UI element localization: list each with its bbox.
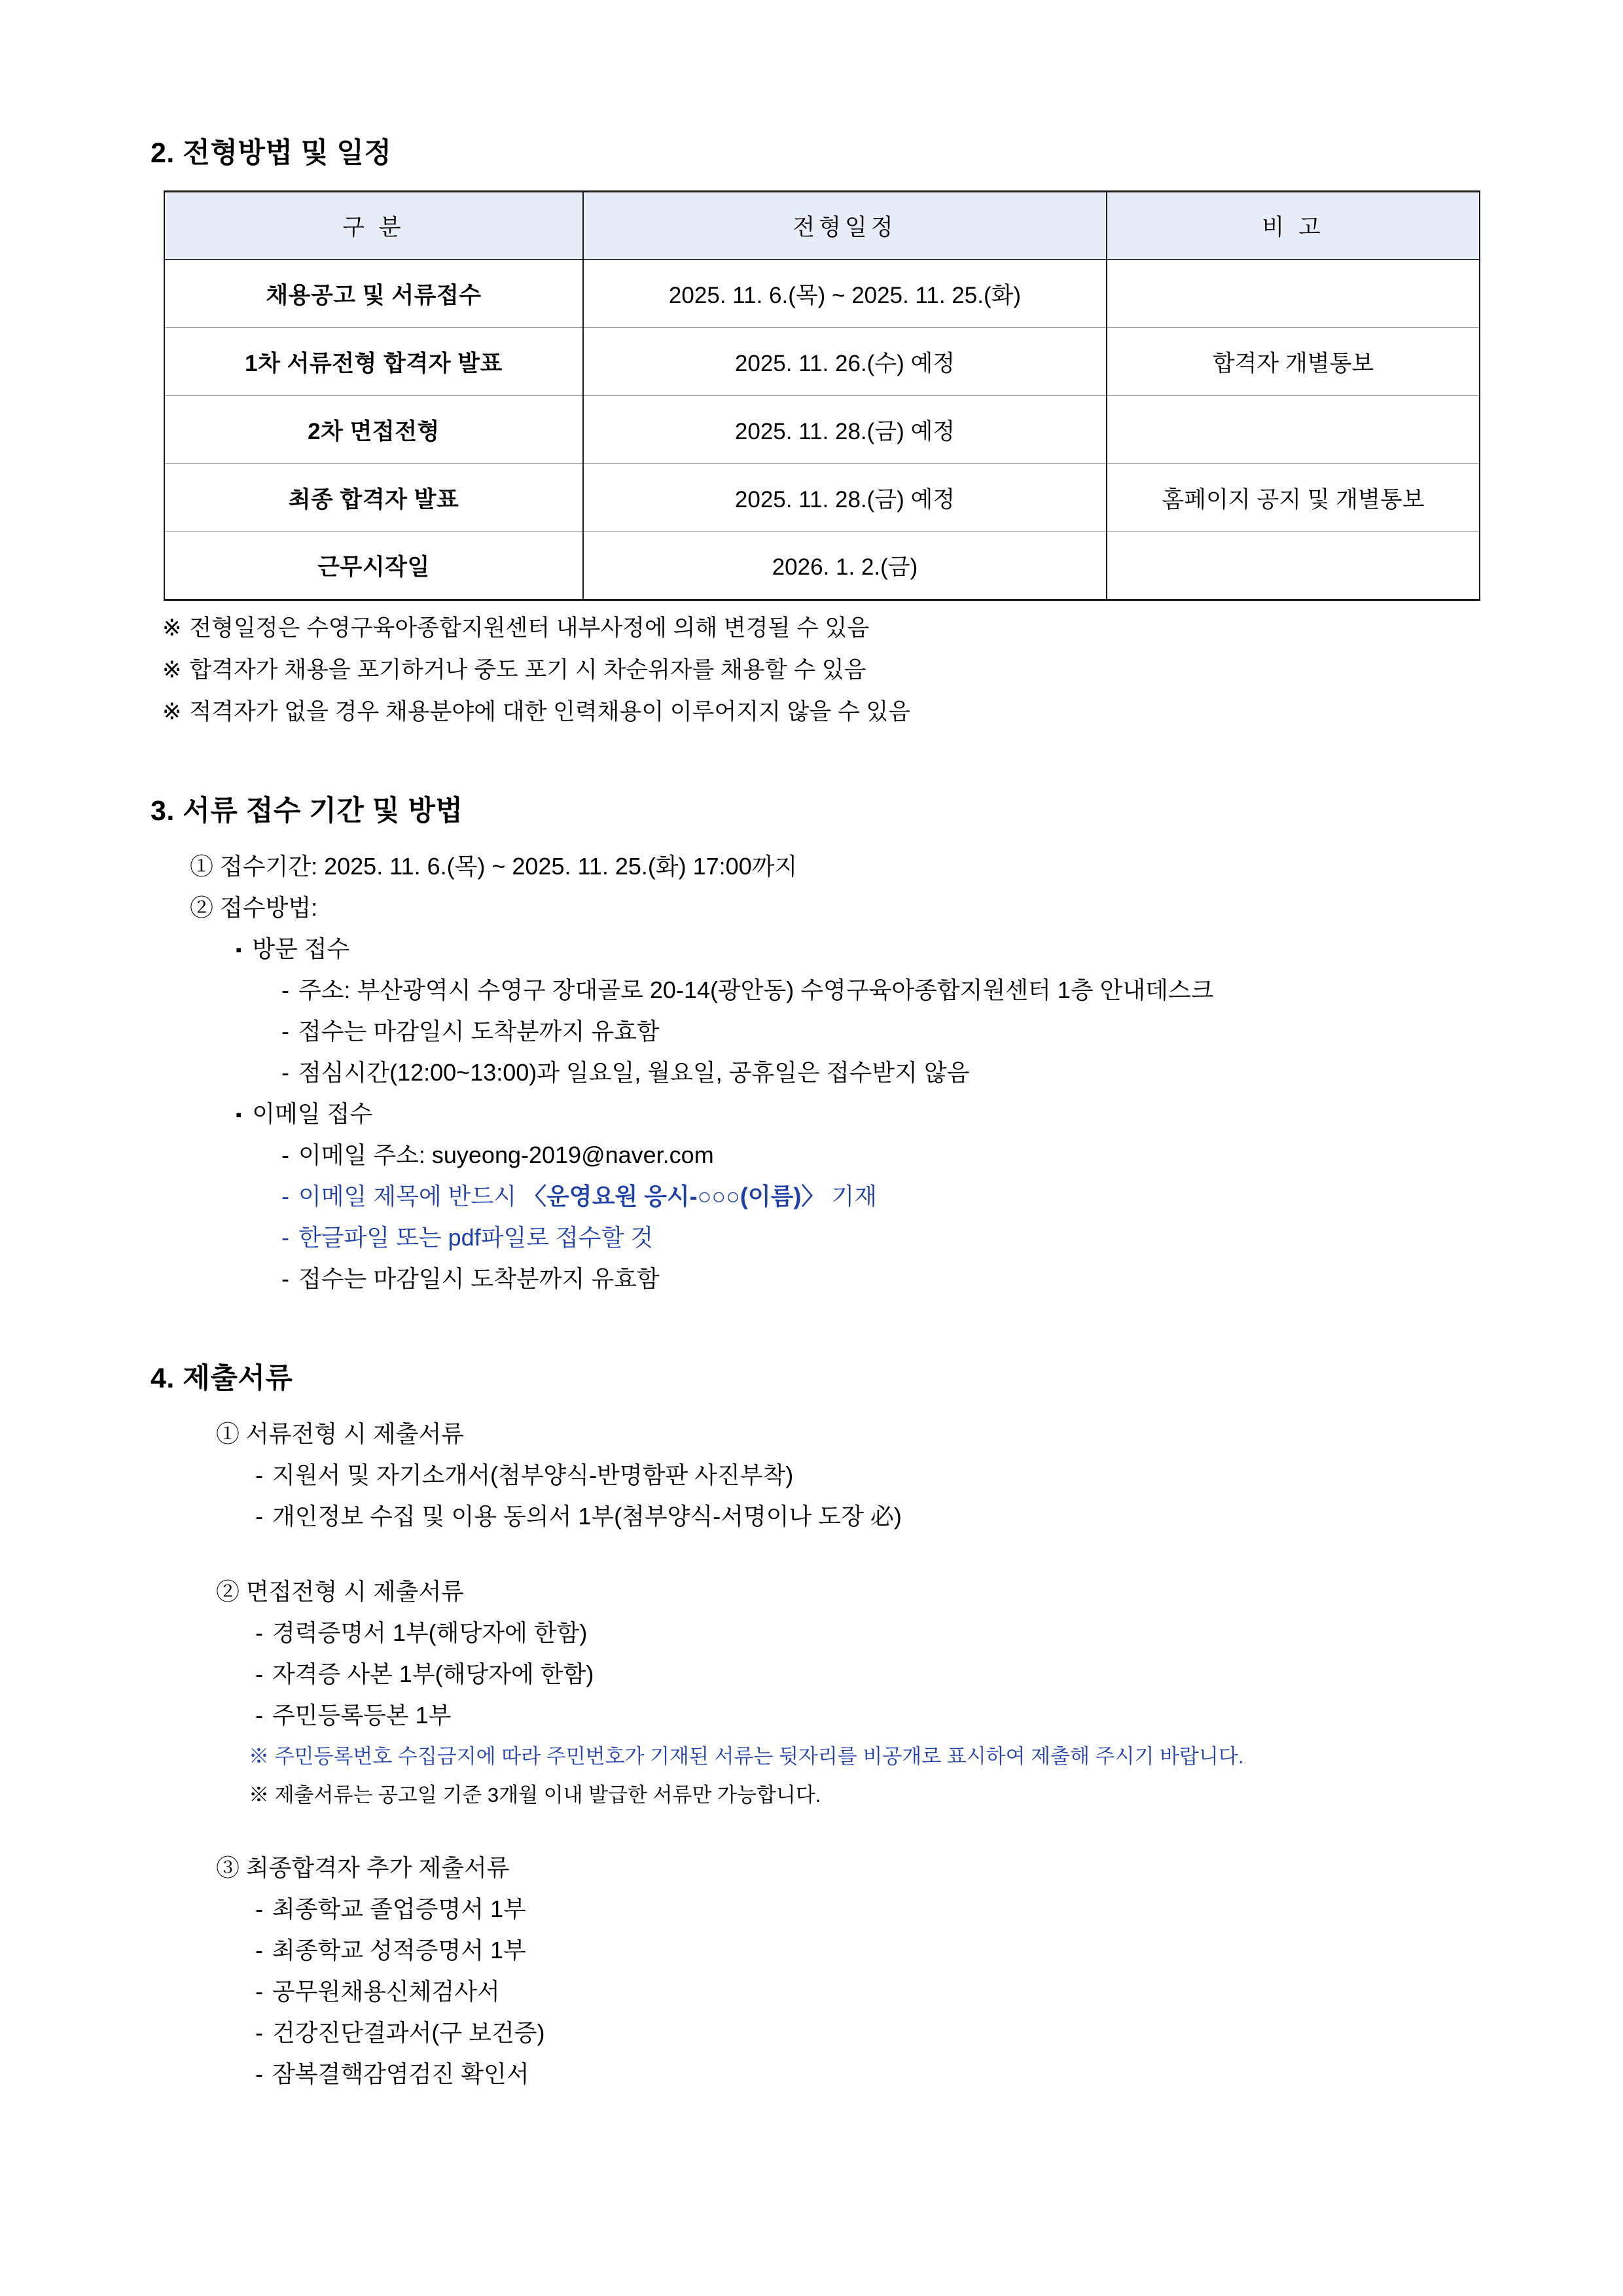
- documents-group-1-item: [255, 1457, 1472, 1490]
- documents-group-1-item: [255, 1498, 1472, 1532]
- documents-group-3-item: [255, 2015, 1472, 2048]
- note-mark-icon: ※: [162, 615, 182, 641]
- schedule-table: [164, 190, 1480, 601]
- documents-group-2-note-1: ※ 주민등록번호 수집금지에 따라 주민번호가 기재된 서류는 뒷자리를 비공개로 표시하여 제출해 주시기 바랍니다.: [249, 1745, 1244, 1768]
- documents-group-2-note-2: ※ 제출서류는 공고일 기준 3개월 이내 발급한 서류만 가능합니다.: [249, 1784, 821, 1806]
- documents-group-2-item-text: 경력증명서 1부(해당자에 한함): [272, 1619, 588, 1646]
- table-row: [164, 328, 1480, 396]
- dash-icon: -: [255, 1660, 263, 1687]
- visit-detail-text: 접수는 마감일시 도착분까지 유효함: [298, 1018, 660, 1045]
- documents-group-1-title: ① 서류전형 시 제출서류: [216, 1420, 464, 1447]
- note-mark-icon: ※: [162, 699, 182, 725]
- email-subject-format: 〈운영요원 응시-○○○(이름)〉: [523, 1183, 825, 1210]
- email-address-line: [281, 1137, 1472, 1170]
- visit-detail-line: [281, 972, 1472, 1005]
- note-mark-icon: ※: [162, 657, 182, 683]
- documents-group-3-item-text: 최종학교 성적증명서 1부: [272, 1937, 526, 1964]
- section-2-note: [162, 694, 1472, 726]
- documents-group-2-title: ② 면접전형 시 제출서류: [216, 1578, 464, 1605]
- table-cell-schedule: 2025. 11. 28.(금) 예정: [583, 464, 1107, 532]
- receipt-period-line: ① 접수기간: 2025. 11. 6.(목) ~ 2025. 11. 25.(화) 17:00까지: [190, 853, 798, 880]
- dash-icon: -: [281, 1059, 289, 1086]
- table-row: [164, 532, 1480, 600]
- table-cell-remark: [1107, 532, 1480, 600]
- table-cell-label: 최종 합격자 발표: [164, 464, 583, 532]
- table-cell-label: 근무시작일: [164, 532, 583, 600]
- dash-icon: -: [255, 2019, 263, 2046]
- email-subject-pre: 이메일 제목에 반드시: [298, 1183, 516, 1210]
- documents-group-2-item: [255, 1656, 1472, 1689]
- documents-group-2-item-text: 자격증 사본 1부(해당자에 한함): [272, 1660, 594, 1687]
- email-filetype-text: 한글파일 또는 pdf파일로 접수할 것: [298, 1224, 654, 1251]
- section-3-heading: 3. 서류 접수 기간 및 방법: [151, 795, 463, 827]
- table-cell-label: 채용공고 및 서류접수: [164, 260, 583, 328]
- email-filetype-line: [281, 1219, 1472, 1253]
- table-cell-schedule: 2025. 11. 28.(금) 예정: [583, 396, 1107, 464]
- note-text: 전형일정은 수영구육아종합지원센터 내부사정에 의해 변경될 수 있음: [189, 615, 870, 641]
- documents-group-2-item: [255, 1697, 1472, 1731]
- email-subject-post: 기재: [831, 1183, 878, 1210]
- square-bullet-icon: ▪: [236, 940, 242, 960]
- table-row: [164, 260, 1480, 328]
- table-cell-schedule: 2025. 11. 6.(목) ~ 2025. 11. 25.(화): [583, 260, 1107, 328]
- section-2-note: [162, 652, 1472, 685]
- table-cell-remark: [1107, 396, 1480, 464]
- documents-group-1-item-text: 개인정보 수집 및 이용 동의서 1부(첨부양식-서명이나 도장 必): [272, 1503, 902, 1530]
- dash-icon: -: [255, 1503, 263, 1530]
- email-receipt-text: 이메일 접수: [252, 1100, 373, 1127]
- table-cell-remark: 홈페이지 공지 및 개별통보: [1107, 464, 1480, 532]
- dash-icon: -: [255, 1619, 263, 1646]
- table-header-cell: 구 분: [164, 192, 583, 260]
- visit-detail-line: [281, 1054, 1472, 1088]
- note-text: 적격자가 없을 경우 채용분야에 대한 인력채용이 이루어지지 않을 수 있음: [189, 699, 911, 725]
- documents-group-1-item-text: 지원서 및 자기소개서(첨부양식-반명함판 사진부착): [272, 1462, 794, 1488]
- section-4-heading: 4. 제출서류: [151, 1363, 293, 1394]
- dash-icon: -: [281, 1224, 289, 1251]
- documents-group-2-item-text: 주민등록등본 1부: [272, 1702, 452, 1729]
- documents-group-3-item: [255, 2056, 1472, 2089]
- dash-icon: -: [255, 1462, 263, 1488]
- dash-icon: -: [281, 977, 289, 1003]
- documents-group-3-item: [255, 1891, 1472, 1924]
- dash-icon: -: [281, 1018, 289, 1045]
- table-header-cell: 전형일정: [583, 192, 1107, 260]
- email-address-text: 이메일 주소: suyeong-2019@naver.com: [298, 1141, 714, 1168]
- documents-group-2-item: [255, 1615, 1472, 1648]
- visit-detail-text: 점심시간(12:00~13:00)과 일요일, 월요일, 공휴일은 접수받지 않음: [298, 1059, 970, 1086]
- table-cell-label: 2차 면접전형: [164, 396, 583, 464]
- documents-group-3-item-text: 건강진단결과서(구 보건증): [272, 2019, 545, 2046]
- note-text: 합격자가 채용을 포기하거나 중도 포기 시 차순위자를 채용할 수 있음: [189, 657, 866, 683]
- documents-group-3-item: [255, 1973, 1472, 2007]
- table-header-row: [164, 192, 1480, 260]
- table-row: [164, 396, 1480, 464]
- section-2-heading: 2. 전형방법 및 일정: [151, 137, 392, 169]
- visit-detail-text: 주소: 부산광역시 수영구 장대골로 20-14(광안동) 수영구육아종합지원센터 1층 안내데스크: [298, 977, 1214, 1003]
- documents-group-3-item-text: 최종학교 졸업증명서 1부: [272, 1895, 526, 1922]
- visit-receipt-label: [236, 931, 1472, 964]
- dash-icon: -: [255, 1702, 263, 1729]
- receipt-method-line: ② 접수방법:: [190, 894, 318, 921]
- table-header-cell: 비 고: [1107, 192, 1480, 260]
- documents-group-3-title: ③ 최종합격자 추가 제출서류: [216, 1854, 510, 1881]
- documents-group-3-item: [255, 1932, 1472, 1965]
- dash-icon: -: [255, 1895, 263, 1922]
- visit-receipt-text: 방문 접수: [252, 935, 350, 962]
- dash-icon: -: [255, 2060, 263, 2087]
- table-row: [164, 464, 1480, 532]
- documents-group-3-item-text: 공무원채용신체검사서: [272, 1978, 500, 2005]
- email-receipt-label: [236, 1096, 1472, 1129]
- dash-icon: -: [255, 1937, 263, 1964]
- table-cell-remark: [1107, 260, 1480, 328]
- visit-detail-line: [281, 1013, 1472, 1047]
- table-cell-schedule: 2025. 11. 26.(수) 예정: [583, 328, 1107, 396]
- dash-icon: -: [281, 1183, 289, 1210]
- table-cell-label: 1차 서류전형 합격자 발표: [164, 328, 583, 396]
- table-cell-schedule: 2026. 1. 2.(금): [583, 532, 1107, 600]
- email-deadline-line: [281, 1261, 1472, 1294]
- dash-icon: -: [281, 1265, 289, 1292]
- email-deadline-text: 접수는 마감일시 도착분까지 유효함: [298, 1265, 660, 1292]
- square-bullet-icon: ▪: [236, 1105, 242, 1124]
- section-2-note: [162, 610, 1472, 643]
- dash-icon: -: [281, 1141, 289, 1168]
- dash-icon: -: [255, 1978, 263, 2005]
- table-cell-remark: 합격자 개별통보: [1107, 328, 1480, 396]
- email-subject-line: [281, 1178, 1472, 1211]
- documents-group-3-item-text: 잠복결핵감염검진 확인서: [272, 2060, 529, 2087]
